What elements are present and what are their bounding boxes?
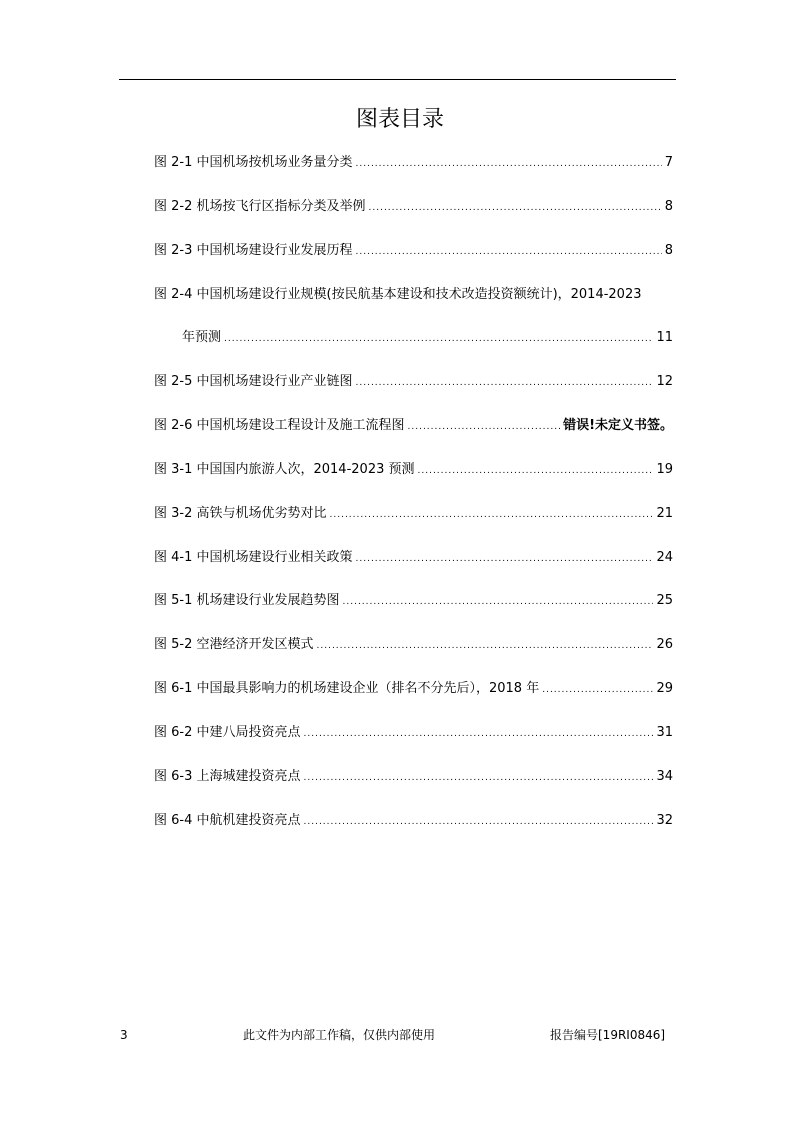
toc-entry[interactable]: [154, 152, 673, 174]
toc-leader: [330, 504, 654, 526]
footer-confidential-note: 此文件为内部工作稿，仅供内部使用: [243, 1028, 436, 1042]
toc-leader: [418, 460, 654, 482]
toc-entry-label: 图 6-4 中航机建投资亮点: [154, 813, 301, 828]
toc-leader: [542, 679, 653, 701]
toc-entry-label: 图 3-2 高铁与机场优劣势对比: [154, 506, 327, 521]
toc-entry[interactable]: [154, 810, 673, 832]
toc-entry-label: 图 2-6 中国机场建设工程设计及施工流程图: [154, 418, 405, 433]
toc-entry-page: 29: [656, 681, 673, 696]
toc-entry[interactable]: [154, 371, 673, 393]
footer-page-number: 3: [120, 1028, 128, 1042]
toc-entry[interactable]: [154, 196, 673, 218]
toc-entry-label: 图 6-1 中国最具影响力的机场建设企业（排名不分先后），2018 年: [154, 681, 540, 696]
toc-entry-page: 8: [664, 199, 673, 214]
toc-leader: [369, 197, 662, 219]
toc-entry[interactable]: [154, 634, 673, 656]
toc-entry-label: 图 2-3 中国机场建设行业发展历程: [154, 243, 353, 258]
toc-entry-label: 图 5-2 空港经济开发区模式: [154, 637, 314, 652]
toc-entry-page: 11: [656, 330, 673, 345]
toc-entry[interactable]: [154, 459, 673, 481]
toc-entry-label: 图 2-1 中国机场按机场业务量分类: [154, 155, 353, 170]
toc-entry-label: 图 6-3 上海城建投资亮点: [154, 769, 301, 784]
toc-entry-page: 7: [664, 155, 673, 170]
toc-entry[interactable]: [154, 284, 673, 306]
toc-entry-page: 31: [656, 725, 673, 740]
toc-leader: [224, 328, 653, 350]
toc-entry-page: 12: [656, 374, 673, 389]
toc-leader: [356, 153, 662, 175]
toc-entry[interactable]: [154, 766, 673, 788]
toc-entry[interactable]: [154, 415, 673, 437]
toc-entry-label: 图 5-1 机场建设行业发展趋势图: [154, 593, 340, 608]
toc-entry-label: 图 2-4 中国机场建设行业规模(按民航基本建设和技术改造投资额统计)，2014-2023: [154, 287, 642, 302]
toc-entry-page: 19: [656, 462, 673, 477]
toc-entry-label: 图 3-1 中国国内旅游人次，2014-2023 预测: [154, 462, 415, 477]
toc-entry-page: 8: [664, 243, 673, 258]
toc-entry-label: 年预测: [182, 330, 222, 345]
toc-entry-page: 21: [656, 506, 673, 521]
toc-entry[interactable]: [154, 503, 673, 525]
toc-entry[interactable]: [154, 678, 673, 700]
toc-leader: [356, 241, 662, 263]
toc-entry-label: 图 2-2 机场按飞行区指标分类及举例: [154, 199, 366, 214]
toc-leader: [408, 416, 561, 438]
toc-leader: [343, 591, 654, 613]
toc-entry-label: 图 4-1 中国机场建设行业相关政策: [154, 550, 353, 565]
toc-leader: [317, 635, 654, 657]
toc-leader: [356, 548, 654, 570]
toc-entry-label: 图 6-2 中建八局投资亮点: [154, 725, 301, 740]
toc-entry-page-error: 错误!未定义书签。: [563, 418, 673, 433]
toc-entry-page: 25: [656, 593, 673, 608]
toc-entry-page: 32: [656, 813, 673, 828]
toc-entry-continuation[interactable]: [182, 327, 673, 349]
toc-entry-page: 26: [656, 637, 673, 652]
toc-entry-page: 24: [656, 550, 673, 565]
toc-leader: [304, 767, 654, 789]
toc-entry-page: 34: [656, 769, 673, 784]
page-title: 图表目录: [355, 107, 444, 132]
toc-leader: [304, 723, 654, 745]
toc-entry[interactable]: [154, 722, 673, 744]
footer-report-number: 报告编号[19RI0846]: [550, 1028, 666, 1042]
toc-entry[interactable]: [154, 547, 673, 569]
toc-leader: [304, 811, 654, 833]
header-rule: [119, 79, 676, 80]
toc-entry[interactable]: [154, 240, 673, 262]
toc-entry-label: 图 2-5 中国机场建设行业产业链图: [154, 374, 353, 389]
toc-entry[interactable]: [154, 590, 673, 612]
toc-leader: [356, 372, 654, 394]
